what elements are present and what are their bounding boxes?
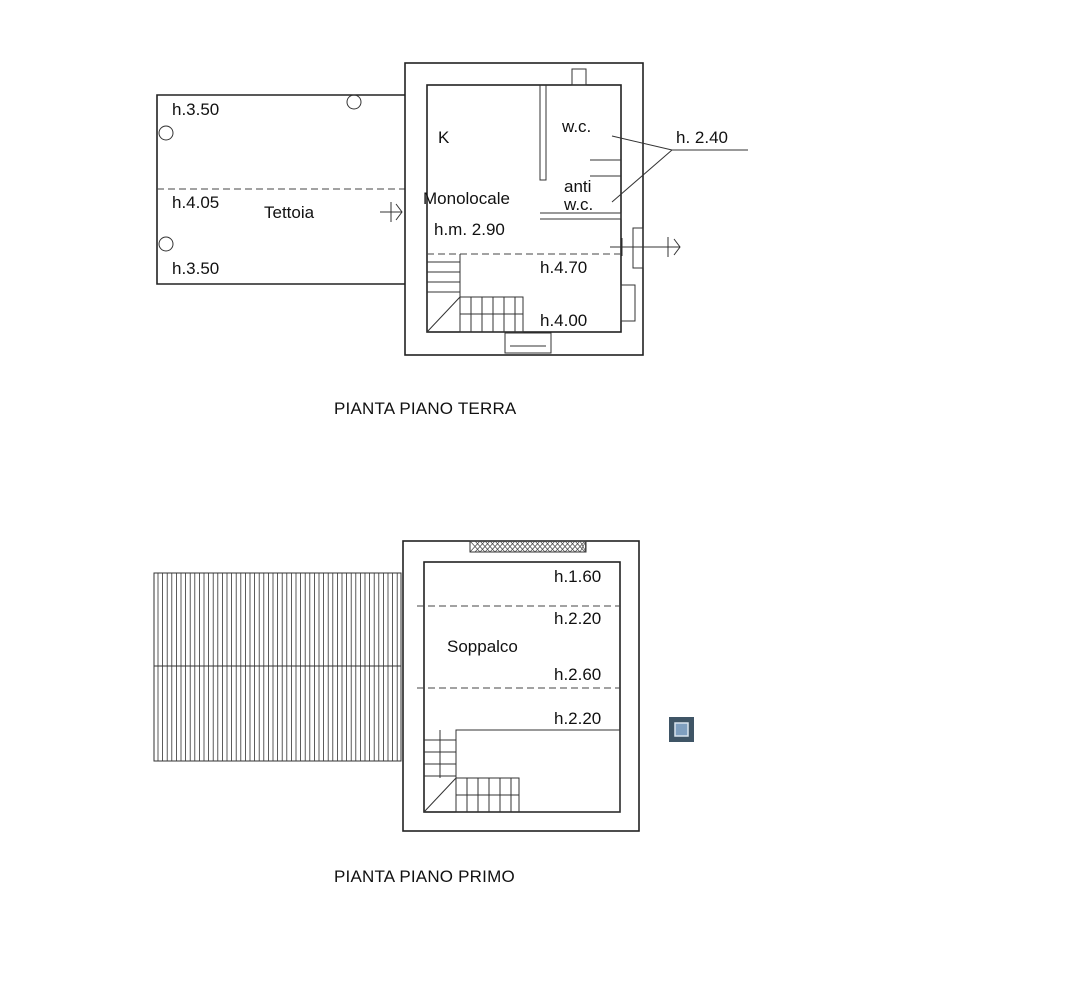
label-h-160: h.1.60 <box>554 567 602 586</box>
stair-void <box>456 730 620 812</box>
square-marker-icon <box>669 717 694 742</box>
first-floor-title: PIANTA PIANO PRIMO <box>334 867 515 886</box>
window-hatched-top <box>470 541 586 552</box>
label-anti-wc: w.c. <box>564 195 594 214</box>
label-h-220-b: h.2.20 <box>554 709 602 728</box>
first-floor-plan <box>154 541 639 886</box>
label-h-470: h.4.70 <box>540 258 588 277</box>
window-right <box>633 228 643 268</box>
label-h-220-a: h.2.20 <box>554 609 602 628</box>
wc-partition <box>540 85 546 180</box>
label-anti: anti <box>564 177 592 196</box>
column-circle <box>347 95 361 109</box>
vent-top <box>572 69 586 85</box>
column-circle <box>159 237 173 251</box>
label-h-240: h. 2.40 <box>676 128 728 147</box>
column-circle <box>159 126 173 140</box>
label-h-405: h.4.05 <box>172 193 220 212</box>
label-hm-290: h.m. 2.90 <box>434 220 505 239</box>
label-kitchen: K <box>438 128 450 147</box>
roof-hatch <box>154 573 401 761</box>
building-outer-wall <box>405 63 643 355</box>
ground-floor-plan <box>157 63 748 418</box>
door-bottom <box>505 333 551 353</box>
appliance-right <box>621 285 635 321</box>
label-h-350-top: h.3.50 <box>172 100 220 119</box>
label-tettoia: Tettoia <box>264 203 315 222</box>
label-wc: w.c. <box>562 117 592 136</box>
ground-floor-title: PIANTA PIANO TERRA <box>334 399 517 418</box>
label-h-400: h.4.00 <box>540 311 588 330</box>
entrance-arrow-icon <box>380 202 402 222</box>
label-h-260: h.2.60 <box>554 665 602 684</box>
label-h-350-bottom: h.3.50 <box>172 259 220 278</box>
label-soppalco: Soppalco <box>447 637 518 656</box>
label-monolocale: Monolocale <box>423 189 510 208</box>
stairs-first <box>424 730 519 812</box>
first-floor-inner-wall <box>424 562 620 812</box>
first-floor-outer-wall <box>403 541 639 831</box>
stairs-ground <box>427 254 523 332</box>
